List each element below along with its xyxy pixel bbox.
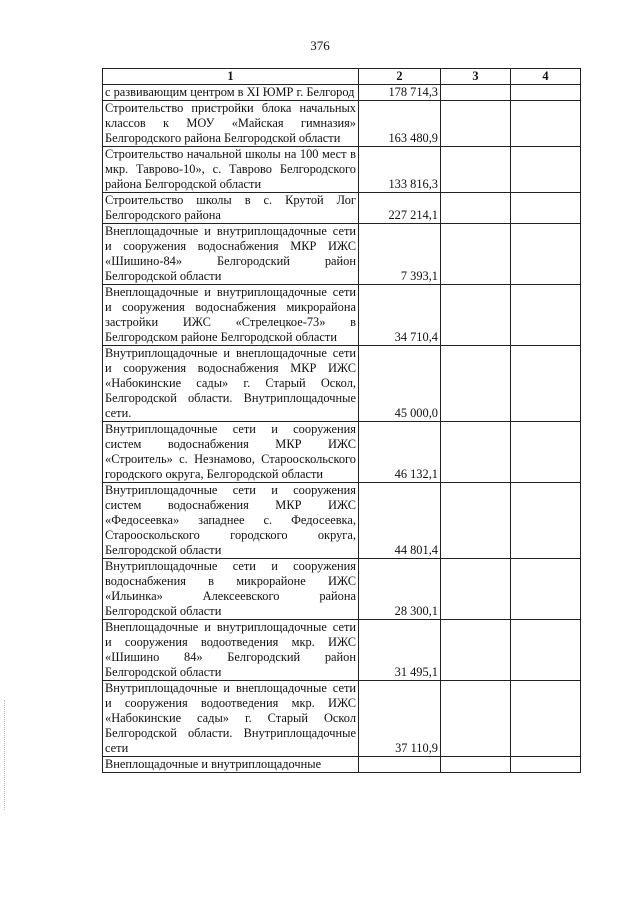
row-col4 (511, 224, 581, 285)
row-amount: 7 393,1 (359, 224, 441, 285)
scan-margin-mark (4, 700, 6, 810)
row-col3 (441, 147, 511, 193)
row-col4 (511, 285, 581, 346)
row-col4 (511, 757, 581, 773)
row-amount (359, 757, 441, 773)
table-row (103, 559, 581, 620)
row-col3 (441, 101, 511, 147)
budget-table (102, 68, 581, 773)
row-col3 (441, 681, 511, 757)
row-col4 (511, 193, 581, 224)
column-header-4: 4 (511, 69, 581, 85)
row-col3 (441, 757, 511, 773)
row-description: Строительство школы в с. Крутой Лог Белгородского района (103, 193, 359, 224)
row-description: Внутриплощадочные сети и сооружения водоснабжения в микрорайоне ИЖС «Ильинка» Алексеевского района Белгородской области (103, 559, 359, 620)
column-header-1: 1 (103, 69, 359, 85)
row-col4 (511, 101, 581, 147)
row-description: Внеплощадочные и внутриплощадочные (103, 757, 359, 773)
table-row (103, 483, 581, 559)
row-col3 (441, 193, 511, 224)
table-row (103, 224, 581, 285)
row-amount: 163 480,9 (359, 101, 441, 147)
row-description: Строительство начальной школы на 100 мест в мкр. Таврово-10», с. Таврово Белгородского района Белгородской области (103, 147, 359, 193)
row-col4 (511, 422, 581, 483)
row-amount: 34 710,4 (359, 285, 441, 346)
table-row (103, 193, 581, 224)
table-row (103, 147, 581, 193)
row-amount: 31 495,1 (359, 620, 441, 681)
row-col3 (441, 224, 511, 285)
row-description: с развивающим центром в XI ЮМР г. Белгород (103, 85, 359, 101)
row-col3 (441, 346, 511, 422)
row-col4 (511, 559, 581, 620)
column-header-3: 3 (441, 69, 511, 85)
table-header-row (103, 69, 581, 85)
page-number: 376 (310, 38, 330, 53)
row-amount: 44 801,4 (359, 483, 441, 559)
row-amount: 46 132,1 (359, 422, 441, 483)
row-amount: 45 000,0 (359, 346, 441, 422)
row-col3 (441, 483, 511, 559)
row-col3 (441, 422, 511, 483)
table-row (103, 101, 581, 147)
row-col4 (511, 85, 581, 101)
row-col4 (511, 147, 581, 193)
row-col4 (511, 620, 581, 681)
table-row (103, 757, 581, 773)
row-description: Внеплощадочные и внутриплощадочные сети и сооружения водоснабжения МКР ИЖС «Шишино-84» Белгородский район Белгородской области (103, 224, 359, 285)
row-description: Внеплощадочные и внутриплощадочные сети и сооружения водоотведения мкр. ИЖС «Шишино 84» Белгородский район Белгородской области (103, 620, 359, 681)
row-col4 (511, 681, 581, 757)
table-row (103, 681, 581, 757)
row-col4 (511, 346, 581, 422)
row-amount: 28 300,1 (359, 559, 441, 620)
table-row (103, 346, 581, 422)
row-description: Строительство пристройки блока начальных классов к МОУ «Майская гимназия» Белгородского района Белгородской области (103, 101, 359, 147)
row-amount: 133 816,3 (359, 147, 441, 193)
table-row (103, 620, 581, 681)
row-col3 (441, 559, 511, 620)
column-header-2: 2 (359, 69, 441, 85)
row-col3 (441, 285, 511, 346)
row-description: Внутриплощадочные и внеплощадочные сети и сооружения водоснабжения МКР ИЖС «Набокинские сады» г. Старый Оскол, Белгородской области. Внутриплощадочные сети. (103, 346, 359, 422)
row-amount: 37 110,9 (359, 681, 441, 757)
row-col3 (441, 620, 511, 681)
row-description: Внутриплощадочные и внеплощадочные сети и сооружения водоотведения мкр. ИЖС «Набокинские сады» г. Старый Оскол Белгородской области. Внутриплощадочные сети (103, 681, 359, 757)
row-amount: 178 714,3 (359, 85, 441, 101)
table-row (103, 422, 581, 483)
row-col4 (511, 483, 581, 559)
table-row (103, 285, 581, 346)
table-row (103, 85, 581, 101)
row-description: Внутриплощадочные сети и сооружения систем водоснабжения МКР ИЖС «Строитель» с. Незнамово, Старооскольского городского округа, Белгородской области (103, 422, 359, 483)
row-col3 (441, 85, 511, 101)
row-description: Внутриплощадочные сети и сооружения систем водоснабжения МКР ИЖС «Федосеевка» западнее с. Федосеевка, Старооскольского городского округа, Белгородской области (103, 483, 359, 559)
row-description: Внеплощадочные и внутриплощадочные сети и сооружения водоснабжения микрорайона застройки ИЖС «Стрелецкое-73» в Белгородском районе Белгородской области (103, 285, 359, 346)
row-amount: 227 214,1 (359, 193, 441, 224)
